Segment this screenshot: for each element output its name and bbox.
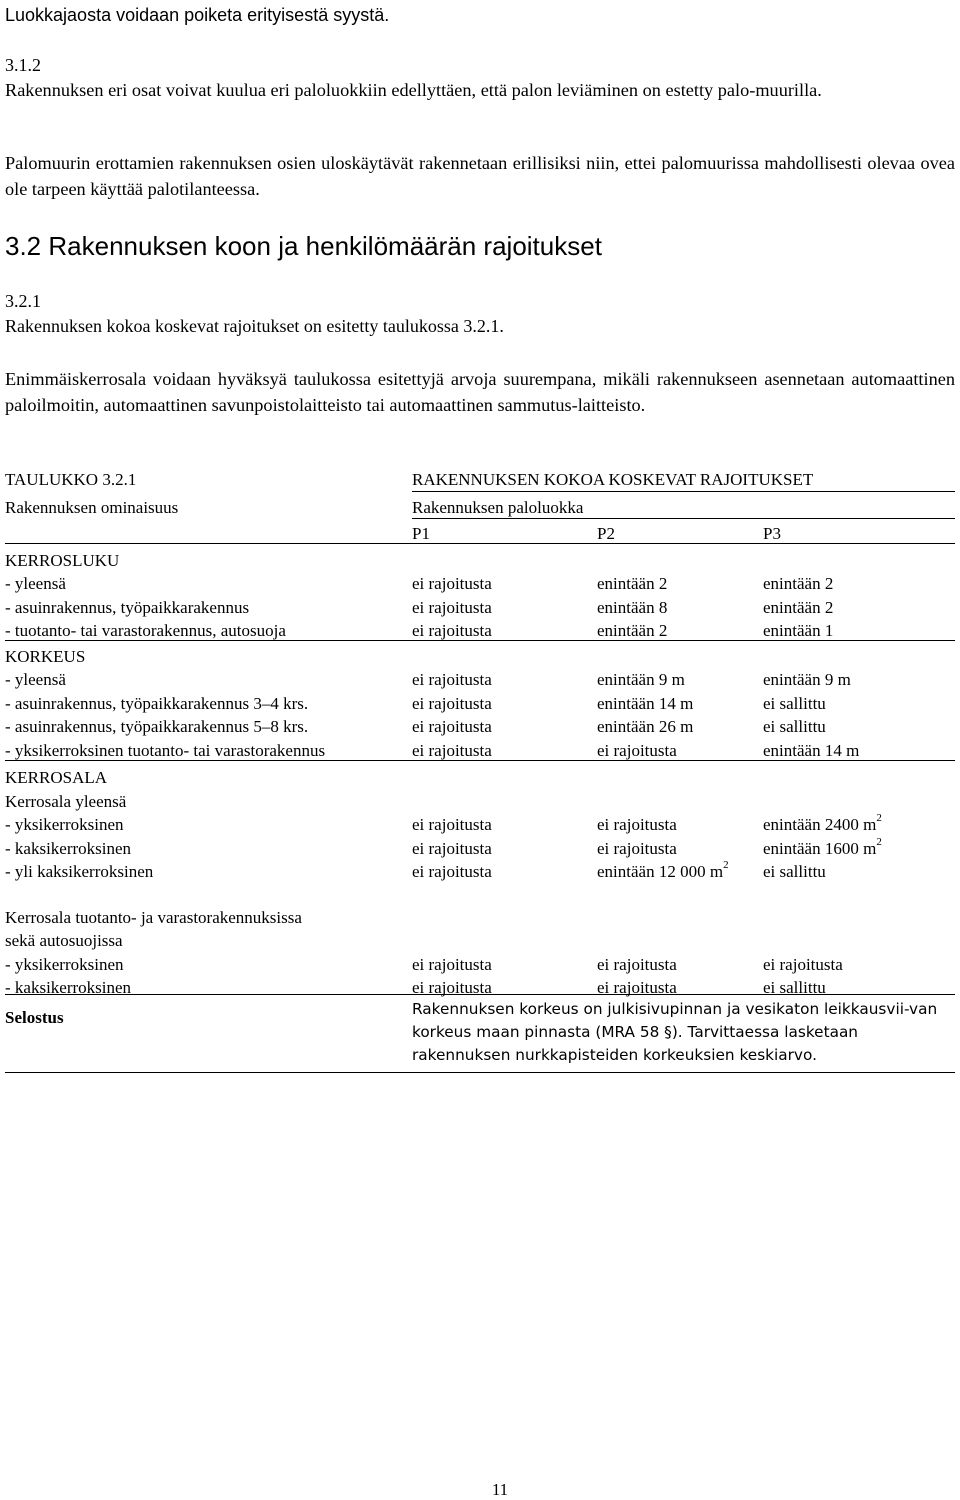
table-cell: ei rajoitusta <box>412 815 492 834</box>
table-row <box>5 860 955 884</box>
divider <box>5 1072 955 1073</box>
table-subheading <box>5 929 955 953</box>
table-cell: enintään 9 m <box>763 670 851 689</box>
table-cell: - asuinrakennus, työpaikkarakennus <box>5 597 250 617</box>
table-title-row <box>5 468 955 492</box>
table-cell: - kaksikerroksinen <box>5 978 132 997</box>
table-cell: enintään 2 <box>763 597 834 617</box>
table-cell <box>597 860 729 884</box>
table-cell: enintään 2 <box>597 621 668 640</box>
table-cell: - yleensä <box>5 670 66 689</box>
table-cell: enintään 14 m <box>597 693 694 713</box>
table-cell <box>763 837 882 861</box>
column-header-p2: P2 <box>597 524 615 543</box>
table-cell: enintään 14 m <box>763 740 860 760</box>
table-cell: - yli kaksikerroksinen <box>5 862 154 881</box>
table-cell: ei rajoitusta <box>597 740 677 760</box>
table-cell: ei rajoitusta <box>412 978 492 997</box>
paragraph-palomuuri: Palomuurin erottamien rakennuksen osien uloskäytävät rakennetaan erillisiksi niin, ettei palomuurissa mahdollisesti olevaa ovea ole tarpeen käyttää palotilanteessa. <box>5 153 955 199</box>
table-cell: - yksikerroksinen <box>5 954 124 974</box>
divider <box>5 543 955 544</box>
table-row <box>5 837 955 861</box>
page-number: 11 <box>491 1480 509 1499</box>
subheading-text: Kerrosala tuotanto- ja varastorakennuksissa <box>5 907 302 927</box>
table-row <box>5 953 955 977</box>
table-cell: - tuotanto- tai varastorakennus, autosuoja <box>5 621 286 640</box>
table-caption: RAKENNUKSEN KOKOA KOSKEVAT RAJOITUKSET <box>412 470 814 489</box>
table-cell: enintään 1 <box>763 621 834 640</box>
column-header-paloluokka: Rakennuksen paloluokka <box>412 497 584 517</box>
superscript: 2 <box>723 859 729 872</box>
table-cell: - asuinrakennus, työpaikkarakennus 3–4 krs. <box>5 693 309 713</box>
table-cell: ei rajoitusta <box>412 740 492 760</box>
section-number-3-1-2: 3.1.2 <box>5 55 41 75</box>
table-row <box>5 976 955 1000</box>
table-row <box>5 668 955 692</box>
divider <box>412 518 955 519</box>
table-row <box>5 715 955 739</box>
group-heading <box>5 549 955 573</box>
table-cell: - kaksikerroksinen <box>5 838 132 858</box>
selostus-label: Selostus <box>5 1007 64 1027</box>
table-row <box>5 596 955 620</box>
table-header-classes <box>5 522 955 546</box>
table-row <box>5 572 955 596</box>
table-cell: ei sallittu <box>763 862 826 881</box>
section-number-3-2-1: 3.2.1 <box>5 291 41 311</box>
intro-line: Luokkajaosta voidaan poiketa erityisestä syystä. <box>5 5 390 25</box>
table-cell: ei sallittu <box>763 693 826 713</box>
superscript: 2 <box>876 812 882 825</box>
table-cell: ei rajoitusta <box>412 693 492 713</box>
table-cell: - asuinrakennus, työpaikkarakennus 5–8 krs. <box>5 717 309 736</box>
divider <box>5 640 955 641</box>
table-cell: ei rajoitusta <box>412 621 492 640</box>
column-header-ominaisuus: Rakennuksen ominaisuus <box>5 497 179 517</box>
cell-value: enintään 2400 m <box>763 815 877 834</box>
table-cell: ei rajoitusta <box>597 815 677 834</box>
table-cell: ei rajoitusta <box>597 954 677 974</box>
subheading-text: Kerrosala yleensä <box>5 791 127 811</box>
group-heading-text: KORKEUS <box>5 646 86 666</box>
divider <box>5 994 955 995</box>
divider <box>412 491 955 492</box>
table-subheading <box>5 906 955 930</box>
group-heading <box>5 766 955 790</box>
paragraph-enimmaiskerrosala: Enimmäiskerrosala voidaan hyväksyä taulukossa esitettyjä arvoja suurempana, mikäli rakennukseen asennetaan automaattinen paloilmoitin, automaattinen savunpoistolaitteisto tai automaattinen sammutus-laitteisto. <box>5 369 955 415</box>
cell-value: enintään 12 000 m <box>597 862 724 881</box>
table-cell: ei rajoitusta <box>412 670 492 689</box>
table-cell: - yksikerroksinen <box>5 815 124 834</box>
table-header-row <box>5 496 955 520</box>
table-row <box>5 619 955 643</box>
table-row <box>5 739 955 763</box>
table-cell: ei rajoitusta <box>597 838 677 858</box>
divider <box>5 760 955 761</box>
table-row <box>5 692 955 716</box>
table-cell: ei rajoitusta <box>597 978 677 997</box>
table-cell: ei rajoitusta <box>412 574 492 593</box>
table-title: TAULUKKO 3.2.1 <box>5 470 137 489</box>
table-cell: ei rajoitusta <box>412 838 492 858</box>
paragraph-3-2-1: Rakennuksen kokoa koskevat rajoitukset on esitetty taulukossa 3.2.1. <box>5 316 504 336</box>
group-heading-text: KERROSALA <box>5 768 108 787</box>
table-cell: ei rajoitusta <box>763 954 843 974</box>
table-row <box>5 813 955 837</box>
table-cell: ei sallittu <box>763 978 826 997</box>
paragraph-3-1-2: Rakennuksen eri osat voivat kuulua eri paloluokkiin edellyttäen, että palon leviäminen on estetty palo-muurilla. <box>5 80 822 100</box>
table-cell: enintään 26 m <box>597 717 694 736</box>
table-cell: ei rajoitusta <box>412 862 492 881</box>
section-heading-3-2: 3.2 Rakennuksen koon ja henkilömäärän rajoitukset <box>5 231 602 261</box>
table-cell: ei rajoitusta <box>412 717 492 736</box>
group-heading-text: KERROSLUKU <box>5 550 120 570</box>
table-cell: ei sallittu <box>763 717 826 736</box>
table-cell: - yksikerroksinen tuotanto- tai varastorakennus <box>5 740 326 760</box>
superscript: 2 <box>876 835 882 848</box>
spacer <box>5 884 955 906</box>
document-page <box>5 0 955 1499</box>
group-heading <box>5 645 955 669</box>
table-cell: - yleensä <box>5 574 66 593</box>
table-cell: enintään 9 m <box>597 670 685 689</box>
column-header-p1: P1 <box>412 524 430 543</box>
table-cell: enintään 8 <box>597 597 668 617</box>
column-header-p3: P3 <box>763 524 781 543</box>
table-cell: enintään 2 <box>597 574 668 593</box>
table-cell: enintään 2 <box>763 574 834 593</box>
selostus-text: Rakennuksen korkeus on julkisivupinnan ja vesikaton leikkausvii-van korkeus maan pinnasta (MRA 58 §). Tarvittaessa lasketaan rakennuksen nurkkapisteiden korkeuksien keskiarvo. <box>412 1000 938 1064</box>
table-3-2-1 <box>5 468 955 1029</box>
table-subheading <box>5 790 955 814</box>
table-cell: ei rajoitusta <box>412 597 492 617</box>
subheading-text: sekä autosuojissa <box>5 931 123 950</box>
table-cell: ei rajoitusta <box>412 954 492 974</box>
table-cell <box>763 813 882 837</box>
cell-value: enintään 1600 m <box>763 838 877 858</box>
